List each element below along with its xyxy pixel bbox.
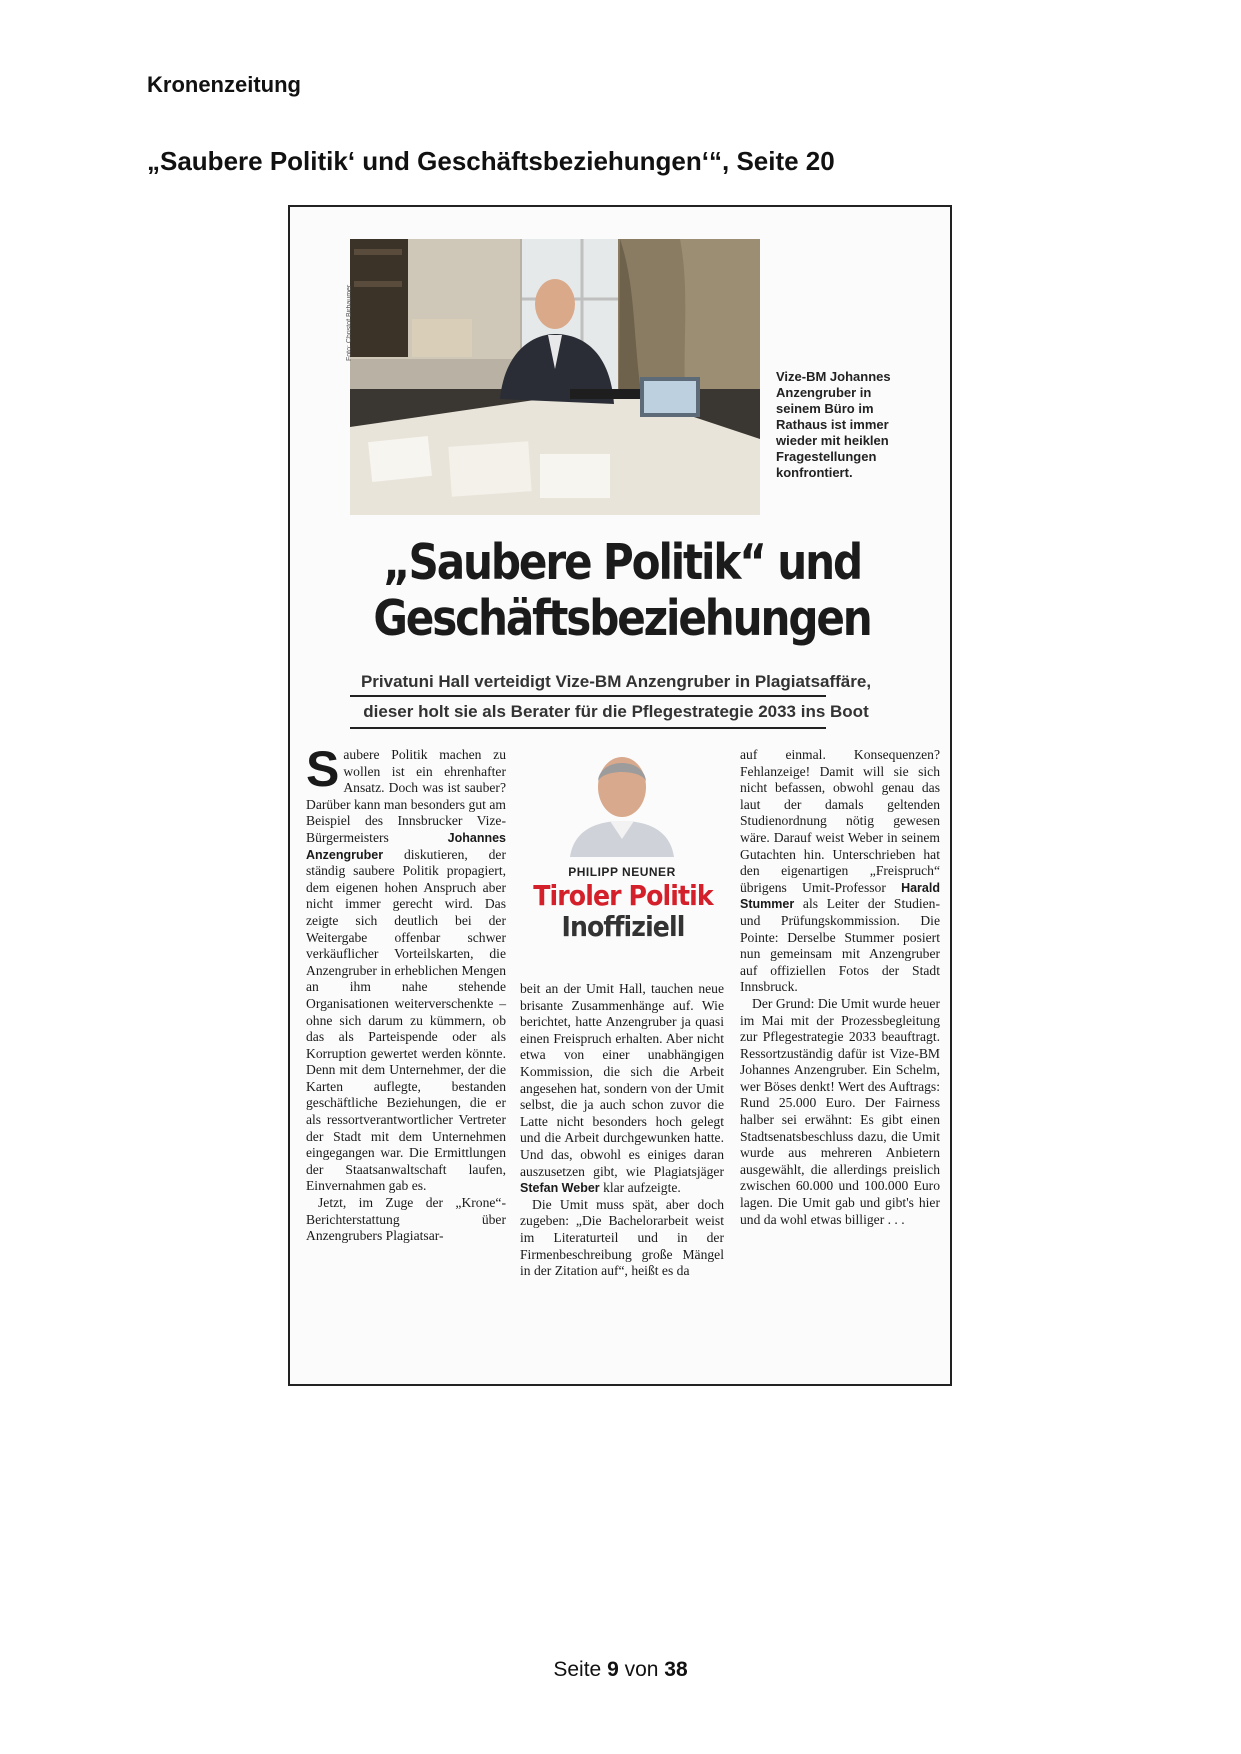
footer-prefix: Seite (553, 1658, 602, 1681)
headline-line-1: „Saubere Politik“ und (383, 534, 861, 591)
photo-caption: Vize-BM Johannes Anzengruber in seinem Büro im Rathaus ist immer wieder mit heiklen Fragestellungen konfrontiert. (776, 369, 891, 480)
document-title: „Saubere Politik‘ und Geschäftsbeziehungen‘“, Seite 20 (147, 146, 835, 176)
subhead-rule-2 (350, 727, 826, 729)
person-name: Johannes Anzengruber (306, 830, 506, 862)
photo-credit: Foto: Christof Birbaumer (346, 284, 353, 361)
text-run: diskutieren, der ständig saubere Politik propagiert, dem eigenen hohen Anspruch aber nicht immer gerecht wird. Das zeigte sich deutlich bei der Weitergabe offenbar schwer verkäuflicher Vorteilskarten, die Anzengruber in erheblichen Mengen an ihm nahe stehende Organisationen weiterverschenkte – ohne sich darum zu kümmern, ob das als Parteispende oder als Korruption gewertet werden könnte. Denn mit dem Unternehmer, der die Karten auflegte, bestanden geschäftliche Beziehungen, die er als ressortverantwortlicher Vertreter der Stadt mit dem Unternehmen eingegangen war. Die Ermittlungen der Staatsanwaltschaft laufen, Einvernahmen gab es. (306, 846, 506, 1194)
subhead-line-2: dieser holt sie als Berater für die Pflegestrategie 2033 ins Boot (363, 702, 869, 721)
text-run: als Leiter der Studien- und Prüfungskommission. Die Pointe: Derselbe Stummer posiert nun gemeinsam mit Anzengruber auf offiziellen Fotos der Stadt Innsbruck. (740, 896, 941, 995)
paragraph (520, 981, 724, 1197)
paragraph: Jetzt, im Zuge der „Krone“-Berichterstattung über Anzengrubers Plagiatsar- (306, 1195, 506, 1244)
author-name: PHILIPP NEUNER (568, 865, 676, 879)
footer-total-pages: 38 (664, 1658, 688, 1681)
paragraph (306, 741, 506, 1195)
footer-current-page: 9 (607, 1658, 619, 1681)
subhead-line-1: Privatuni Hall verteidigt Vize-BM Anzengruber in Plagiatsaffäre, (360, 672, 872, 691)
article-column-3 (740, 747, 940, 1228)
text-run: beit an der Umit Hall, tauchen neue brisante Zusammenhänge auf. Wie berichtet, hatte Anzengruber ja quasi einen Freispruch erhalten. Aber nicht etwa von einer unabhängigen Kommission, die sich die Arbeit angesehen hat, sondern von der Umit selbst, die ja auch schon zuvor die Latte nicht besonders hoch gelegt und die Arbeit durchgewunken hatte. Und das, obwohl es einiges daran auszusetzen gibt, wie Plagiatsjäger (520, 981, 724, 1179)
footer-middle: von (624, 1658, 659, 1681)
source-name: Kronenzeitung (147, 72, 301, 97)
paragraph: Der Grund: Die Umit wurde heuer im Mai mit der Prozessbegleitung zur Pflegestrategie 2033 beauftragt. Ressortzuständig dafür ist Vize-BM Johannes Anzengruber. Ein Schelm, wer Böses denkt! Wert des Auftrags: Rund 25.000 Euro. Der Fairness halber sei erwähnt: Es gibt einen Stadtsenatsbeschluss dazu, die Umit wurde aus mehreren Anbietern ausgewählt, die allerdings preislich zwischen 60.000 und 100.000 Euro lagen. Die Umit gab und gibt's hier und da wohl etwas billiger . . . (740, 995, 940, 1227)
drop-cap: S (306, 741, 340, 797)
column-title: Tiroler Politik (533, 879, 713, 912)
headline (336, 535, 907, 647)
column-subtitle: Inoffiziell (561, 910, 685, 943)
headline-line-2: Geschäftsbeziehungen (373, 590, 871, 647)
office-photo (350, 239, 760, 515)
text-run: auf einmal. Konsequenzen? Fehlanzeige! Damit will sie sich nicht befassen, obwohl genau das laut der damals geltenden Studienordnung nötig gewesen wäre. Darauf weist Weber in seinem Gutachten hin. Unterschrieben hat den eigenartigen „Freispruch“ übrigens Umit-Professor (740, 747, 940, 895)
author-portrait (560, 747, 684, 857)
paragraph: Die Umit muss spät, aber doch zugeben: „Die Bachelorarbeit weist im Literaturteil und in der Firmenbeschreibung große Mängel in der Zitation auf“, heißt es da (520, 1196, 724, 1279)
person-name: Harald Stummer (740, 880, 940, 912)
paragraph (740, 747, 940, 996)
text-run: klar aufzeigte. (603, 1180, 681, 1196)
person-name: Stefan Weber (520, 1181, 600, 1196)
article-column-2 (520, 981, 724, 1280)
page-footer (0, 1658, 1241, 1682)
text-run: aubere Politik machen zu wollen ist ein ehrenhafter Ansatz. Doch was ist sauber? Darüber kann man besonders gut am Beispiel des Innsbrucker Vize-Bürgermeisters (306, 747, 506, 845)
article-column-1 (306, 741, 506, 1245)
newspaper-clipping (288, 205, 952, 1386)
